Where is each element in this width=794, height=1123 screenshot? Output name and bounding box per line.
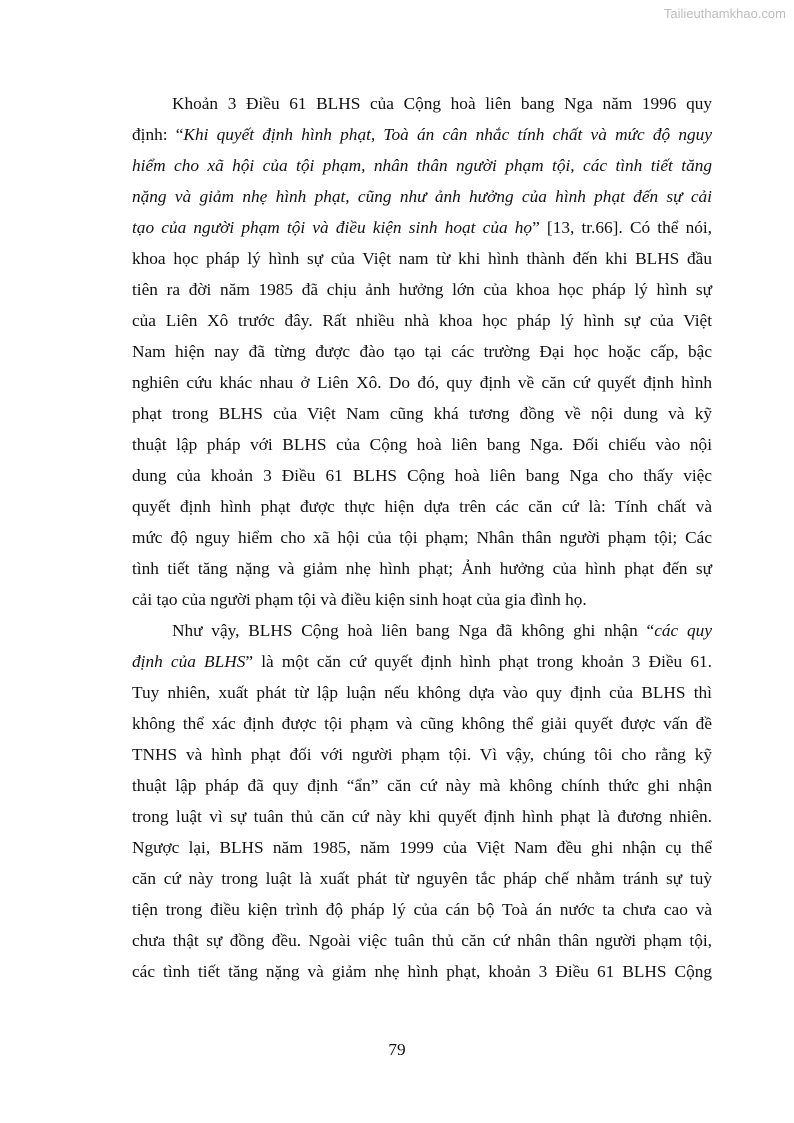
text-line: [132, 708, 712, 739]
text-line: [132, 646, 712, 677]
text-segment: của Liên Xô trước đây. Rất nhiều nhà khoa học pháp lý hình sự của Việt: [132, 311, 712, 330]
text-segment: trong luật vì sự tuân thủ căn cứ này khi quyết định hình phạt là đương nhiên.: [132, 807, 712, 826]
text-line: [132, 801, 712, 832]
text-line: [132, 429, 712, 460]
text-line: [132, 894, 712, 925]
text-line: [132, 925, 712, 956]
text-segment: Như vậy, BLHS Cộng hoà liên bang Nga đã không ghi nhận “: [172, 621, 655, 640]
text-segment: mức độ nguy hiểm cho xã hội của tội phạm; Nhân thân người phạm tội; Các: [132, 528, 712, 547]
text-segment: ” [13, tr.66]. Có thể nói,: [532, 218, 712, 237]
text-line: [132, 522, 712, 553]
text-segment: TNHS và hình phạt đối với người phạm tội. Vì vậy, chúng tôi cho rằng kỹ: [132, 745, 712, 764]
body-text: [132, 88, 712, 987]
text-line: [132, 398, 712, 429]
text-line: [132, 739, 712, 770]
text-line: [132, 212, 712, 243]
text-line: [132, 119, 712, 150]
text-segment: phạt trong BLHS của Việt Nam cũng khá tương đồng về nội dung và kỹ: [132, 404, 712, 423]
text-line: [132, 553, 712, 584]
text-segment: tiên ra đời năm 1985 đã chịu ảnh hưởng lớn của khoa học pháp lý hình sự: [132, 280, 712, 299]
text-segment: các tình tiết tăng nặng và giảm nhẹ hình phạt, khoản 3 Điều 61 BLHS Cộng: [132, 962, 712, 981]
text-line: [132, 770, 712, 801]
text-line: [132, 491, 712, 522]
text-segment: Nam hiện nay đã từng được đào tạo tại các trường Đại học hoặc cấp, bậc: [132, 342, 712, 361]
text-segment: ” là một căn cứ quyết định hình phạt trong khoản 3 Điều 61.: [245, 652, 712, 671]
text-line: [132, 150, 712, 181]
italic-quote-text: các quy: [654, 621, 712, 640]
text-line: [132, 181, 712, 212]
text-line: [132, 305, 712, 336]
text-segment: nghiên cứu khác nhau ở Liên Xô. Do đó, quy định về căn cứ quyết định hình: [132, 373, 712, 392]
text-line: [132, 274, 712, 305]
text-segment: không thể xác định được tội phạm và cũng không thể giải quyết được vấn đề: [132, 714, 712, 733]
text-line: [132, 336, 712, 367]
text-segment: tình tiết tăng nặng và giảm nhẹ hình phạt; Ảnh hưởng của hình phạt đến sự: [132, 559, 712, 578]
italic-quote-text: tạo của người phạm tội và điều kiện sinh hoạt của họ: [132, 218, 533, 237]
text-segment: căn cứ này trong luật là xuất phát từ nguyên tắc pháp chế nhằm tránh sự tuỳ: [132, 869, 712, 888]
paragraph: [132, 88, 712, 615]
text-line: [132, 832, 712, 863]
text-line: [132, 243, 712, 274]
text-segment: tiện trong điều kiện trình độ pháp lý của cán bộ Toà án nước ta chưa cao và: [132, 900, 712, 919]
italic-quote-text: nặng và giảm nhẹ hình phạt, cũng như ảnh hưởng của hình phạt đến sự cải: [132, 187, 712, 206]
text-segment: Tuy nhiên, xuất phát từ lập luận nếu không dựa vào quy định của BLHS thì: [132, 683, 712, 702]
paragraph: [132, 615, 712, 987]
text-segment: định: “: [132, 125, 184, 144]
text-segment: quyết định hình phạt được thực hiện dựa trên các căn cứ là: Tính chất và: [132, 497, 712, 516]
page-number: 79: [388, 1040, 406, 1059]
text-line: [132, 677, 712, 708]
text-segment: cải tạo của người phạm tội và điều kiện sinh hoạt của gia đình họ.: [132, 590, 587, 609]
text-line: [132, 615, 712, 646]
text-segment: thuật lập pháp đã quy định “ẩn” căn cứ này mà không chính thức ghi nhận: [132, 776, 712, 795]
italic-quote-text: định của BLHS: [132, 652, 246, 671]
watermark: Tailieuthamkhao.com: [663, 6, 786, 21]
text-line: [132, 460, 712, 491]
text-segment: khoa học pháp lý hình sự của Việt nam từ khi hình thành đến khi BLHS đầu: [132, 249, 712, 268]
italic-quote-text: hiểm cho xã hội của tội phạm, nhân thân người phạm tội, các tình tiết tăng: [132, 156, 712, 175]
italic-quote-text: Khi quyết định hình phạt, Toà án cân nhắc tính chất và mức độ nguy: [183, 125, 712, 144]
text-segment: thuật lập pháp với BLHS của Cộng hoà liên bang Nga. Đối chiếu vào nội: [132, 435, 712, 454]
text-segment: chưa thật sự đồng đều. Ngoài việc tuân thủ căn cứ nhân thân người phạm tội,: [132, 931, 712, 950]
text-line: [132, 956, 712, 987]
text-line: [132, 88, 712, 119]
text-line: [132, 584, 712, 615]
text-line: [132, 367, 712, 398]
text-line: [132, 863, 712, 894]
text-segment: Khoản 3 Điều 61 BLHS của Cộng hoà liên bang Nga năm 1996 quy: [172, 94, 712, 113]
text-segment: dung của khoản 3 Điều 61 BLHS Cộng hoà liên bang Nga cho thấy việc: [132, 466, 712, 485]
text-segment: Ngược lại, BLHS năm 1985, năm 1999 của Việt Nam đều ghi nhận cụ thể: [132, 838, 712, 857]
